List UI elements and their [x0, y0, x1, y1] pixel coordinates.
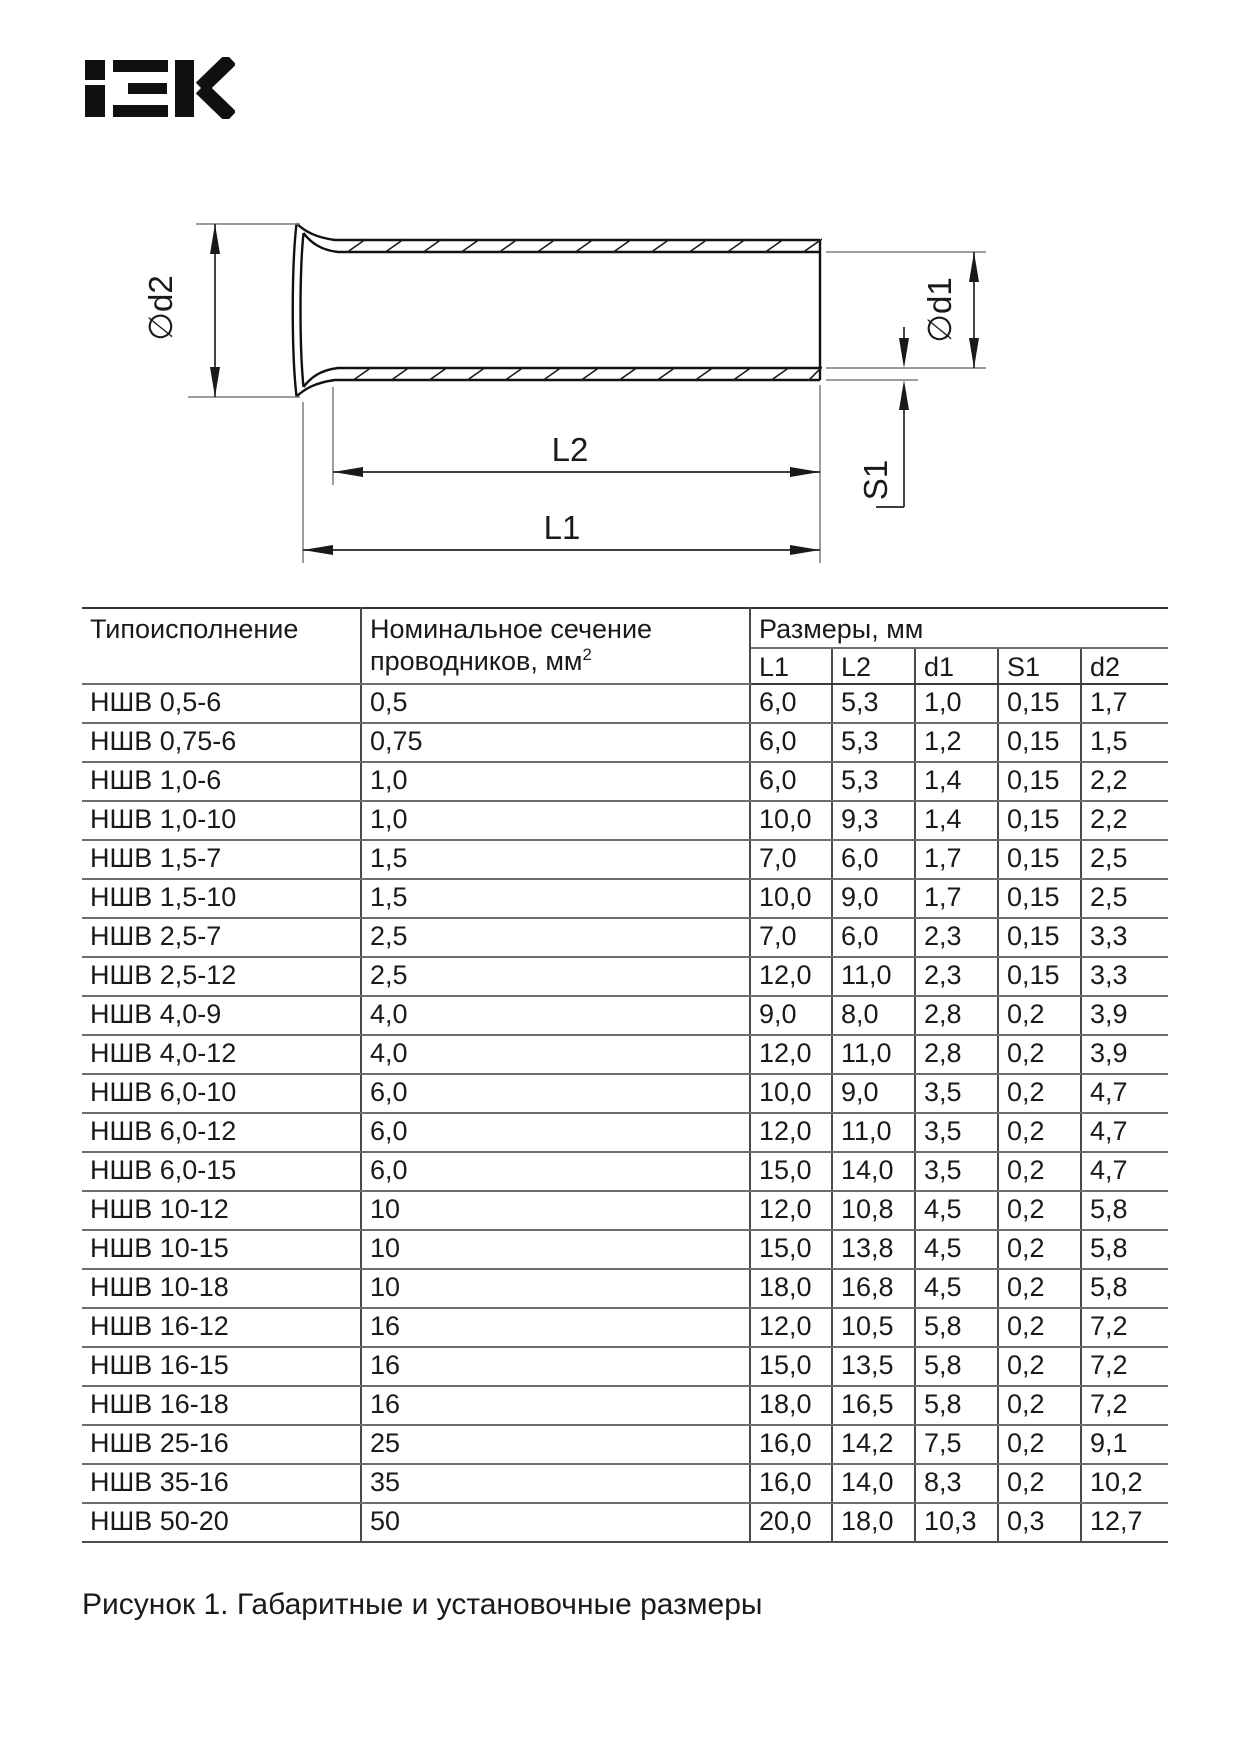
logo-e-top-bar: [113, 60, 168, 72]
value-cell: 5,3: [832, 684, 915, 723]
value-cell: 4,5: [915, 1269, 998, 1308]
type-cell: НШВ 1,5-10: [82, 879, 361, 918]
value-cell: 0,2: [998, 1425, 1081, 1464]
value-cell: 1,5: [361, 879, 750, 918]
value-cell: 0,75: [361, 723, 750, 762]
table-row: [82, 684, 1168, 723]
header-dim-d2: d2: [1081, 648, 1168, 684]
value-cell: 5,8: [1081, 1230, 1168, 1269]
type-cell: НШВ 10-18: [82, 1269, 361, 1308]
value-cell: 0,15: [998, 957, 1081, 996]
value-cell: 7,5: [915, 1425, 998, 1464]
table-row: [82, 762, 1168, 801]
type-cell: НШВ 16-15: [82, 1347, 361, 1386]
table-row: [82, 1035, 1168, 1074]
value-cell: 5,3: [832, 723, 915, 762]
value-cell: 0,15: [998, 879, 1081, 918]
spec-table: [82, 607, 1168, 1543]
value-cell: 6,0: [750, 723, 832, 762]
dim-label-l2: L2: [551, 431, 589, 468]
value-cell: 9,3: [832, 801, 915, 840]
value-cell: 16: [361, 1386, 750, 1425]
value-cell: 10,8: [832, 1191, 915, 1230]
value-cell: 2,3: [915, 918, 998, 957]
table-row: [82, 840, 1168, 879]
value-cell: 5,8: [1081, 1191, 1168, 1230]
value-cell: 13,8: [832, 1230, 915, 1269]
value-cell: 16: [361, 1347, 750, 1386]
type-cell: НШВ 1,5-7: [82, 840, 361, 879]
table-row: [82, 1347, 1168, 1386]
value-cell: 1,7: [915, 879, 998, 918]
value-cell: 3,9: [1081, 996, 1168, 1035]
value-cell: 10: [361, 1230, 750, 1269]
table-row: [82, 879, 1168, 918]
table-row: [82, 1152, 1168, 1191]
value-cell: 0,2: [998, 1074, 1081, 1113]
type-cell: НШВ 6,0-15: [82, 1152, 361, 1191]
table-row: [82, 1425, 1168, 1464]
value-cell: 0,2: [998, 1035, 1081, 1074]
dimension-d2: [142, 224, 300, 397]
value-cell: 12,0: [750, 1308, 832, 1347]
value-cell: 10,0: [750, 1074, 832, 1113]
value-cell: 1,0: [361, 801, 750, 840]
value-cell: 5,8: [915, 1347, 998, 1386]
dim-label-d2: ∅d2: [142, 275, 179, 341]
value-cell: 4,5: [915, 1230, 998, 1269]
table-row: [82, 1503, 1168, 1542]
value-cell: 16,5: [832, 1386, 915, 1425]
value-cell: 0,15: [998, 762, 1081, 801]
value-cell: 7,2: [1081, 1386, 1168, 1425]
type-cell: НШВ 6,0-10: [82, 1074, 361, 1113]
value-cell: 18,0: [832, 1503, 915, 1542]
value-cell: 2,5: [1081, 879, 1168, 918]
header-sizes: Размеры, мм: [750, 608, 1168, 648]
table-row: [82, 1113, 1168, 1152]
value-cell: 9,0: [832, 1074, 915, 1113]
value-cell: 12,0: [750, 1191, 832, 1230]
value-cell: 0,2: [998, 1347, 1081, 1386]
value-cell: 11,0: [832, 957, 915, 996]
type-cell: НШВ 4,0-9: [82, 996, 361, 1035]
value-cell: 0,3: [998, 1503, 1081, 1542]
value-cell: 7,0: [750, 918, 832, 957]
type-cell: НШВ 16-12: [82, 1308, 361, 1347]
value-cell: 3,3: [1081, 918, 1168, 957]
value-cell: 16,0: [750, 1425, 832, 1464]
value-cell: 20,0: [750, 1503, 832, 1542]
value-cell: 0,2: [998, 1308, 1081, 1347]
type-cell: НШВ 2,5-12: [82, 957, 361, 996]
ferrule-drawing: [100, 180, 1000, 580]
value-cell: 0,15: [998, 801, 1081, 840]
type-cell: НШВ 16-18: [82, 1386, 361, 1425]
logo-k-lower-arm: [201, 88, 231, 117]
value-cell: 35: [361, 1464, 750, 1503]
value-cell: 2,5: [1081, 840, 1168, 879]
value-cell: 3,3: [1081, 957, 1168, 996]
value-cell: 18,0: [750, 1269, 832, 1308]
logo-e-mid-bar: [128, 83, 167, 94]
value-cell: 4,0: [361, 996, 750, 1035]
value-cell: 14,0: [832, 1152, 915, 1191]
value-cell: 0,2: [998, 1113, 1081, 1152]
value-cell: 4,7: [1081, 1074, 1168, 1113]
value-cell: 1,5: [361, 840, 750, 879]
value-cell: 6,0: [750, 684, 832, 723]
type-cell: НШВ 0,75-6: [82, 723, 361, 762]
table-row: [82, 1464, 1168, 1503]
logo-e-bottom-bar: [113, 105, 168, 117]
table-row: [82, 1074, 1168, 1113]
type-cell: НШВ 6,0-12: [82, 1113, 361, 1152]
table-row: [82, 801, 1168, 840]
value-cell: 1,2: [915, 723, 998, 762]
value-cell: 1,7: [1081, 684, 1168, 723]
logo-k-stem: [175, 60, 194, 117]
header-section: [361, 608, 750, 684]
value-cell: 0,15: [998, 840, 1081, 879]
value-cell: 7,0: [750, 840, 832, 879]
value-cell: 2,3: [915, 957, 998, 996]
value-cell: 6,0: [832, 918, 915, 957]
type-cell: НШВ 2,5-7: [82, 918, 361, 957]
value-cell: 6,0: [832, 840, 915, 879]
value-cell: 4,0: [361, 1035, 750, 1074]
table-row: [82, 1386, 1168, 1425]
value-cell: 10,2: [1081, 1464, 1168, 1503]
header-section-line1: Номинальное сечение: [370, 614, 653, 644]
value-cell: 0,15: [998, 684, 1081, 723]
spec-table-body: [82, 684, 1168, 1542]
value-cell: 3,9: [1081, 1035, 1168, 1074]
value-cell: 2,5: [361, 918, 750, 957]
value-cell: 1,7: [915, 840, 998, 879]
dimension-s1: [826, 327, 918, 507]
value-cell: 12,0: [750, 957, 832, 996]
value-cell: 12,0: [750, 1113, 832, 1152]
header-dim-d1: d1: [915, 648, 998, 684]
value-cell: 16: [361, 1308, 750, 1347]
value-cell: 16,0: [750, 1464, 832, 1503]
value-cell: 0,15: [998, 918, 1081, 957]
value-cell: 2,5: [361, 957, 750, 996]
value-cell: 8,0: [832, 996, 915, 1035]
type-cell: НШВ 0,5-6: [82, 684, 361, 723]
table-row: [82, 1230, 1168, 1269]
value-cell: 6,0: [361, 1074, 750, 1113]
value-cell: 1,0: [361, 762, 750, 801]
value-cell: 2,2: [1081, 762, 1168, 801]
value-cell: 1,4: [915, 762, 998, 801]
value-cell: 11,0: [832, 1113, 915, 1152]
value-cell: 18,0: [750, 1386, 832, 1425]
value-cell: 10,0: [750, 801, 832, 840]
type-cell: НШВ 10-12: [82, 1191, 361, 1230]
value-cell: 2,8: [915, 1035, 998, 1074]
table-row: [82, 723, 1168, 762]
value-cell: 0,2: [998, 1191, 1081, 1230]
table-row: [82, 1308, 1168, 1347]
logo-i-stem: [85, 85, 105, 117]
value-cell: 0,2: [998, 1230, 1081, 1269]
value-cell: 5,8: [1081, 1269, 1168, 1308]
value-cell: 1,5: [1081, 723, 1168, 762]
value-cell: 5,3: [832, 762, 915, 801]
value-cell: 2,8: [915, 996, 998, 1035]
value-cell: 5,8: [915, 1386, 998, 1425]
value-cell: 50: [361, 1503, 750, 1542]
value-cell: 4,7: [1081, 1152, 1168, 1191]
value-cell: 9,0: [832, 879, 915, 918]
value-cell: 10,0: [750, 879, 832, 918]
header-dim-l2: L2: [832, 648, 915, 684]
value-cell: 8,3: [915, 1464, 998, 1503]
value-cell: 12,7: [1081, 1503, 1168, 1542]
value-cell: 11,0: [832, 1035, 915, 1074]
value-cell: 12,0: [750, 1035, 832, 1074]
value-cell: 15,0: [750, 1152, 832, 1191]
iek-logo: [85, 57, 235, 119]
table-row: [82, 996, 1168, 1035]
value-cell: 6,0: [750, 762, 832, 801]
value-cell: 15,0: [750, 1347, 832, 1386]
value-cell: 10,3: [915, 1503, 998, 1542]
value-cell: 0,2: [998, 996, 1081, 1035]
table-row: [82, 1269, 1168, 1308]
value-cell: 15,0: [750, 1230, 832, 1269]
value-cell: 0,2: [998, 1464, 1081, 1503]
dimension-drawing: [100, 180, 1000, 580]
value-cell: 0,2: [998, 1386, 1081, 1425]
value-cell: 10,5: [832, 1308, 915, 1347]
value-cell: 16,8: [832, 1269, 915, 1308]
type-cell: НШВ 4,0-12: [82, 1035, 361, 1074]
dimension-l1: [303, 402, 820, 563]
value-cell: 13,5: [832, 1347, 915, 1386]
value-cell: 4,7: [1081, 1113, 1168, 1152]
value-cell: 10: [361, 1269, 750, 1308]
table-row: [82, 918, 1168, 957]
table-row: [82, 957, 1168, 996]
value-cell: 7,2: [1081, 1308, 1168, 1347]
value-cell: 0,15: [998, 723, 1081, 762]
value-cell: 9,1: [1081, 1425, 1168, 1464]
value-cell: 10: [361, 1191, 750, 1230]
type-cell: НШВ 35-16: [82, 1464, 361, 1503]
header-section-line2: проводников, мм: [370, 646, 583, 676]
value-cell: 6,0: [361, 1113, 750, 1152]
value-cell: 0,5: [361, 684, 750, 723]
value-cell: 1,4: [915, 801, 998, 840]
value-cell: 3,5: [915, 1074, 998, 1113]
header-type: Типоисполнение: [82, 608, 361, 684]
header-section-sup: 2: [582, 645, 592, 664]
iek-logo-graphic: [85, 57, 235, 119]
header-dim-l1: L1: [750, 648, 832, 684]
header-dim-s1: S1: [998, 648, 1081, 684]
value-cell: 7,2: [1081, 1347, 1168, 1386]
type-cell: НШВ 10-15: [82, 1230, 361, 1269]
value-cell: 5,8: [915, 1308, 998, 1347]
value-cell: 0,2: [998, 1269, 1081, 1308]
type-cell: НШВ 50-20: [82, 1503, 361, 1542]
value-cell: 0,2: [998, 1152, 1081, 1191]
value-cell: 1,0: [915, 684, 998, 723]
table-row: [82, 1191, 1168, 1230]
value-cell: 4,5: [915, 1191, 998, 1230]
type-cell: НШВ 1,0-10: [82, 801, 361, 840]
type-cell: НШВ 1,0-6: [82, 762, 361, 801]
value-cell: 14,0: [832, 1464, 915, 1503]
value-cell: 3,5: [915, 1152, 998, 1191]
value-cell: 6,0: [361, 1152, 750, 1191]
value-cell: 14,2: [832, 1425, 915, 1464]
dim-label-s1: S1: [857, 459, 894, 501]
value-cell: 3,5: [915, 1113, 998, 1152]
figure-caption: Рисунок 1. Габаритные и установочные размеры: [82, 1588, 763, 1621]
type-cell: НШВ 25-16: [82, 1425, 361, 1464]
value-cell: 9,0: [750, 996, 832, 1035]
logo-i-dot: [85, 60, 105, 80]
dim-label-d1: ∅d1: [921, 277, 958, 343]
dim-label-l1: L1: [543, 509, 581, 546]
value-cell: 2,2: [1081, 801, 1168, 840]
value-cell: 25: [361, 1425, 750, 1464]
